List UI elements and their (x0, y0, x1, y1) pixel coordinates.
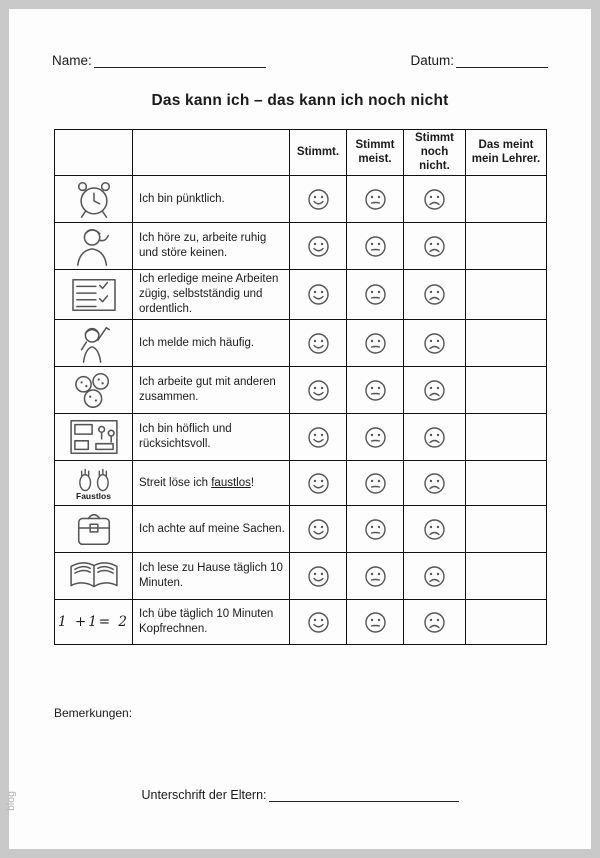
statement-cell (133, 367, 290, 414)
statement-text: Ich bin pünktlich. (139, 192, 225, 205)
raising-hand-icon (63, 322, 125, 364)
classroom-icon (63, 416, 125, 458)
neutral-face-icon (364, 283, 387, 306)
lehrer-cell (466, 367, 547, 414)
row-icon-cell (55, 506, 133, 553)
name-label: Name: (52, 53, 92, 68)
table-row (55, 553, 547, 600)
datum-field (410, 53, 548, 68)
statement-cell (133, 553, 290, 600)
neutral-face-icon (364, 472, 387, 495)
happy-face-icon (307, 472, 330, 495)
row-icon-cell (55, 176, 133, 223)
bemerkungen-label: Bemerkungen: (54, 706, 133, 720)
stimmt-noch-nicht-cell (404, 414, 466, 461)
lehrer-cell (466, 223, 547, 270)
stimmt-noch-nicht-cell (404, 506, 466, 553)
happy-face-icon (307, 235, 330, 258)
statement-text: ! (250, 476, 255, 489)
statement-cell (133, 176, 290, 223)
stimmt-cell (290, 223, 347, 270)
neutral-face-icon (364, 188, 387, 211)
statement-text: Ich höre zu, arbeite ruhig und störe keinen. (139, 232, 267, 260)
stimmt-noch-nicht-cell (404, 176, 466, 223)
neutral-face-icon (364, 611, 387, 634)
alarm-clock-icon (63, 178, 125, 220)
sad-face-icon (423, 611, 446, 634)
column-header-stimmt-meist: Stimmt meist. (347, 130, 404, 176)
row-icon-cell (55, 320, 133, 367)
task-sheet-icon (63, 274, 125, 316)
sad-face-icon (423, 565, 446, 588)
table-row (55, 461, 547, 506)
stimmt-meist-cell (347, 320, 404, 367)
self-assessment-table (54, 129, 547, 645)
row-icon-cell (55, 270, 133, 320)
sad-face-icon (423, 283, 446, 306)
stimmt-cell (290, 600, 347, 645)
listening-child-icon (63, 225, 125, 267)
lehrer-cell (466, 553, 547, 600)
column-header-stimmt: Stimmt. (290, 130, 347, 176)
sad-face-icon (423, 472, 446, 495)
statement-text: Ich erledige meine Arbeiten zügig, selbstständig und ordentlich. (139, 273, 279, 316)
statement-text: Ich übe täglich 10 Minuten Kopfrechnen. (139, 608, 274, 636)
table-row (55, 367, 547, 414)
stimmt-meist-cell (347, 553, 404, 600)
table-row (55, 600, 547, 645)
stimmt-meist-cell (347, 176, 404, 223)
cookies-icon (63, 369, 125, 411)
sad-face-icon (423, 188, 446, 211)
stimmt-cell (290, 176, 347, 223)
worksheet-page (4, 9, 591, 849)
stimmt-meist-cell (347, 414, 404, 461)
stimmt-meist-cell (347, 270, 404, 320)
lehrer-cell (466, 414, 547, 461)
unterschrift-row (9, 788, 591, 802)
happy-face-icon (307, 332, 330, 355)
row-icon-cell (55, 223, 133, 270)
happy-face-icon (307, 426, 330, 449)
unterschrift-label: Unterschrift der Eltern: (141, 788, 267, 802)
statement-cell (133, 223, 290, 270)
neutral-face-icon (364, 379, 387, 402)
name-datum-row (52, 53, 548, 68)
datum-label: Datum: (410, 53, 454, 68)
happy-face-icon (307, 379, 330, 402)
statement-text-underlined: faustlos (211, 476, 251, 489)
table-row (55, 176, 547, 223)
row-icon-cell (55, 367, 133, 414)
row-icon-cell (55, 461, 133, 506)
happy-face-icon (307, 188, 330, 211)
column-header-lehrer: Das meint mein Lehrer. (466, 130, 547, 176)
lehrer-cell (466, 600, 547, 645)
happy-face-icon (307, 611, 330, 634)
datum-blank-line (456, 54, 548, 68)
neutral-face-icon (364, 332, 387, 355)
stimmt-meist-cell (347, 223, 404, 270)
stimmt-meist-cell (347, 461, 404, 506)
table-row (55, 223, 547, 270)
stimmt-cell (290, 553, 347, 600)
neutral-face-icon (364, 235, 387, 258)
faustlos-caption: Faustlos (76, 491, 111, 502)
lehrer-cell (466, 506, 547, 553)
stimmt-cell (290, 506, 347, 553)
stimmt-noch-nicht-cell (404, 367, 466, 414)
name-field (52, 53, 266, 68)
statement-text: Ich bin höflich und rücksichtsvoll. (139, 423, 232, 451)
sad-face-icon (423, 235, 446, 258)
sad-face-icon (423, 426, 446, 449)
sad-face-icon (423, 332, 446, 355)
column-header-stimmt-noch-nicht: Stimmt noch nicht. (404, 130, 466, 176)
watermark-text: blog (4, 791, 17, 811)
lehrer-cell (466, 176, 547, 223)
stimmt-cell (290, 367, 347, 414)
table-row (55, 414, 547, 461)
icon-column-header (55, 130, 133, 176)
stimmt-cell (290, 414, 347, 461)
page-title: Das kann ich – das kann ich noch nicht (151, 92, 449, 109)
stimmt-noch-nicht-cell (404, 223, 466, 270)
stimmt-noch-nicht-cell (404, 553, 466, 600)
statement-text: Ich melde mich häufig. (139, 336, 255, 349)
row-icon-cell (55, 414, 133, 461)
school-bag-icon (63, 508, 125, 550)
sad-face-icon (423, 518, 446, 541)
lehrer-cell (466, 320, 547, 367)
stimmt-meist-cell (347, 506, 404, 553)
stimmt-meist-cell (347, 600, 404, 645)
lehrer-cell (466, 270, 547, 320)
table-row (55, 270, 547, 320)
statement-text: Ich lese zu Hause täglich 10 Minuten. (139, 562, 283, 590)
statement-column-header (133, 130, 290, 176)
table-header-row (55, 130, 547, 176)
happy-face-icon (307, 518, 330, 541)
statement-text: Streit löse ich (139, 476, 212, 489)
table-row (55, 320, 547, 367)
lehrer-cell (466, 461, 547, 506)
neutral-face-icon (364, 518, 387, 541)
statement-cell (133, 461, 290, 506)
happy-face-icon (307, 283, 330, 306)
neutral-face-icon (364, 426, 387, 449)
name-blank-line (94, 54, 266, 68)
open-book-icon (63, 555, 125, 597)
stimmt-cell (290, 320, 347, 367)
statement-cell (133, 414, 290, 461)
stimmt-noch-nicht-cell (404, 320, 466, 367)
stimmt-noch-nicht-cell (404, 461, 466, 506)
stimmt-noch-nicht-cell (404, 600, 466, 645)
stimmt-cell (290, 270, 347, 320)
statement-text: Ich achte auf meine Sachen. (139, 522, 285, 535)
stimmt-noch-nicht-cell (404, 270, 466, 320)
stimmt-meist-cell (347, 367, 404, 414)
statement-cell (133, 600, 290, 645)
happy-face-icon (307, 565, 330, 588)
neutral-face-icon (364, 565, 387, 588)
row-icon-cell (55, 600, 133, 645)
row-icon-cell (55, 553, 133, 600)
signature-blank-line (269, 789, 459, 802)
math-icon: 1 +1= 2 (58, 614, 129, 631)
sad-face-icon (423, 379, 446, 402)
table-row (55, 506, 547, 553)
statement-cell (133, 270, 290, 320)
statement-cell (133, 506, 290, 553)
stimmt-cell (290, 461, 347, 506)
statement-cell (133, 320, 290, 367)
statement-text: Ich arbeite gut mit anderen zusammen. (139, 376, 276, 404)
